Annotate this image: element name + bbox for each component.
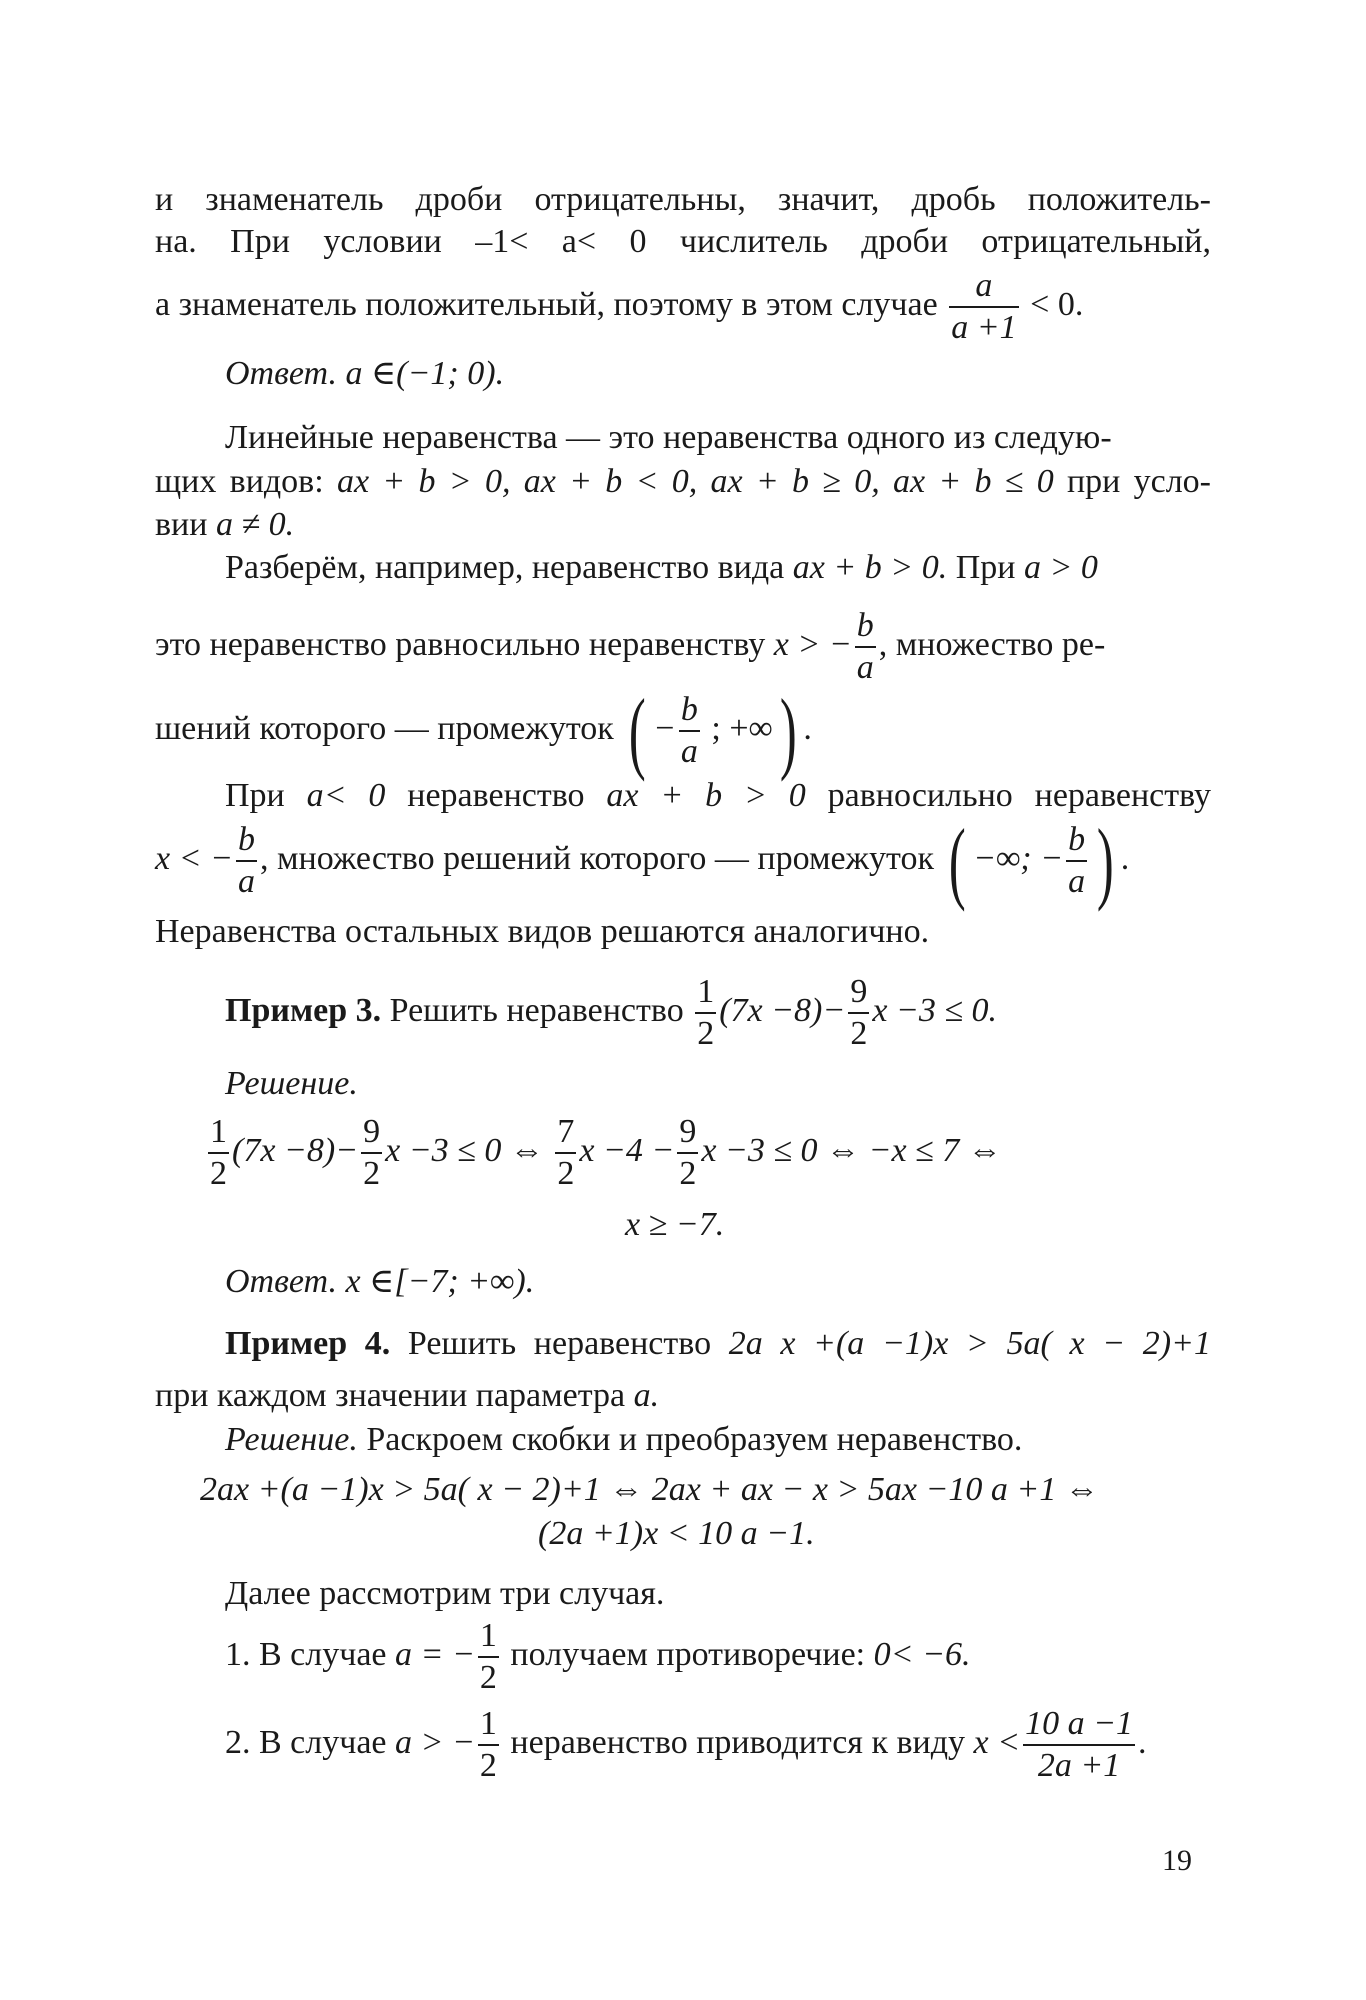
fraction: $\frac{b}{a}$ <box>856 607 874 686</box>
text-line: При a< 0 неравенство ax + b > 0 равносильно неравенству <box>225 777 1211 814</box>
text-line: а знаменатель положительный, поэтому в этом случае $\frac{a}{a +1}$ < 0. <box>155 267 1084 346</box>
fraction: $\frac{7}{2}$ <box>557 1113 575 1192</box>
equation-line: x ≥ −7. <box>625 1206 725 1243</box>
fraction: $\frac{1}{2}$ <box>479 1617 497 1696</box>
text-line: Решение. Раскроем скобки и преобразуем неравенство. <box>225 1421 1023 1458</box>
text-line: Разберём, например, неравенство вида ax + b > 0. При a > 0 <box>225 549 1098 586</box>
text-line: шений которого — промежуток ( − $\frac{b}{a}$ ; +∞) . <box>155 680 812 782</box>
answer-line: Ответ. x ∈[−7; +∞). <box>225 1263 535 1300</box>
text-line: x < − $\frac{b}{a}$ , множество решений которого — промежуток ( −∞; − $\frac{b}{a}$ ) . <box>155 810 1130 912</box>
text-line: Линейные неравенства — это неравенства одного из следую- <box>225 419 1112 456</box>
example-heading: Пример 4. Решить неравенство 2a x +(a −1)x > 5a( x − 2)+1 <box>225 1325 1211 1362</box>
text-line: вии a ≠ 0. <box>155 506 295 543</box>
answer-line: Ответ. a ∈(−1; 0). <box>225 355 505 392</box>
fraction: $\frac{9}{2}$ <box>363 1113 381 1192</box>
text-line: Неравенства остальных видов решаются аналогично. <box>155 913 930 950</box>
text-line: это неравенство равносильно неравенству x > − $\frac{b}{a}$ , множество ре- <box>155 607 1106 686</box>
fraction: $\frac{9}{2}$ <box>679 1113 697 1192</box>
equation-line: $\frac{1}{2}$ (7x −8)− $\frac{9}{2}$ x −3 ≤ 0 ⇔ $\frac{7}{2}$ x −4 − $\frac{9}{2}$ x −3 ≤ 0 ⇔ −x ≤ 7 ⇔ <box>210 1113 1002 1192</box>
example-heading: Пример 3. Решить неравенство $\frac{1}{2}$ (7x −8)− $\frac{9}{2}$ x −3 ≤ 0. <box>225 973 998 1052</box>
fraction: $\frac{b}{a}$ <box>1068 821 1086 900</box>
fraction: $\frac{b}{a}$ <box>237 821 255 900</box>
fraction: $\frac{1}{2}$ <box>479 1705 497 1784</box>
fraction: $\frac{a}{a +1}$ <box>951 267 1017 346</box>
text-line: Далее рассмотрим три случая. <box>225 1575 665 1612</box>
page-number: 19 <box>1162 1844 1192 1877</box>
fraction: $\frac{1}{2}$ <box>697 973 715 1052</box>
text-line: на. При условии –1< a< 0 числитель дроби отрицательный, <box>155 223 1211 260</box>
text-line: щих видов: ax + b > 0, ax + b < 0, ax + b ≥ 0, ax + b ≤ 0 при усло- <box>155 463 1211 500</box>
equation-line: (2a +1)x < 10 a −1. <box>538 1515 815 1552</box>
fraction: $\frac{1}{2}$ <box>210 1113 227 1192</box>
case-line: 2. В случае a > − $\frac{1}{2}$ неравенство приводится к виду x < $\frac{10 a -1}{2a +1}$ . <box>225 1705 1147 1784</box>
fraction: $\frac{9}{2}$ <box>850 973 868 1052</box>
equation-line: 2ax +(a −1)x > 5a( x − 2)+1 ⇔ 2ax + ax − x > 5ax −10 a +1 ⇔ <box>200 1471 1099 1508</box>
text-line: и знаменатель дроби отрицательны, значит, дробь положитель- <box>155 181 1211 218</box>
case-line: 1. В случае a = − $\frac{1}{2}$ получаем противоречие: 0< −6. <box>225 1617 971 1696</box>
fraction: $\frac{10 a -1}{2a +1}$ <box>1025 1705 1134 1784</box>
solution-label: Решение. <box>225 1065 358 1102</box>
fraction: $\frac{b}{a}$ <box>680 691 698 770</box>
text-line: при каждом значении параметра a. <box>155 1377 660 1414</box>
